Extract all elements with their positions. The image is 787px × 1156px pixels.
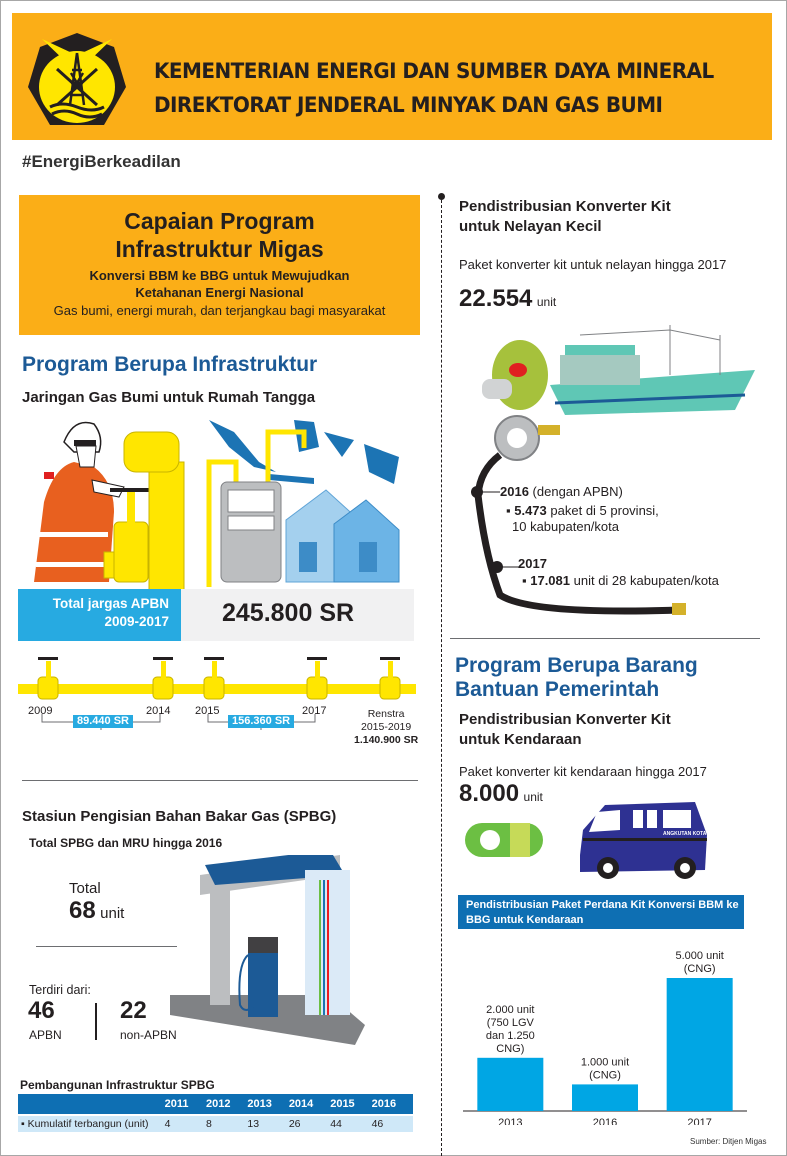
spbg-col-header: 2013 (247, 1098, 272, 1110)
boat-icon (550, 325, 755, 415)
valve-icon (380, 657, 400, 699)
capaian-subtitle-line2: Ketahanan Energi Nasional (135, 285, 304, 300)
spbg-apbn-label: APBN (29, 1028, 62, 1042)
spbg-table (18, 1094, 413, 1132)
spbg-total-label: Total (69, 880, 101, 897)
milestone-2016-value: 5.473 (514, 503, 547, 518)
timeline-year-2017: 2017 (302, 705, 327, 717)
bar-2013 (477, 1058, 543, 1111)
spbg-row-label-text: Kumulatif terbangun (unit) (27, 1118, 149, 1130)
milestone-2016 (500, 484, 623, 499)
gas-station-icon (165, 855, 365, 1045)
data-label-2016: (CNG) (589, 1069, 621, 1082)
milestone-dot-2016 (471, 486, 483, 498)
spbg-col-header: 2014 (288, 1098, 314, 1110)
nelayan-title-line1: Pendistribusian Konverter Kit (459, 198, 671, 215)
spbg-row-label: ▪ Kumulatif terbangun (unit) (21, 1118, 149, 1130)
header-banner (12, 13, 772, 140)
data-label-2017: 5.000 unit (675, 950, 724, 962)
spbg-col-header: 2011 (164, 1098, 189, 1110)
spbg-total-unit: unit (100, 905, 125, 922)
milestone-2017-detail: ▪ 17.081 unit di 28 kabupaten/kota (522, 573, 719, 588)
nelayan-title (459, 197, 671, 237)
header-title (154, 55, 714, 123)
valve-icon (307, 657, 327, 699)
spbg-total (69, 897, 124, 925)
capaian-subtitle (19, 267, 420, 301)
milestone-dot-2017 (491, 561, 503, 573)
section-title-barang (455, 654, 698, 702)
data-label-2013: (750 LGV (486, 1016, 534, 1029)
bar-2016 (572, 1084, 638, 1111)
jargas-total-label (18, 589, 181, 641)
source-note: Sumber: Ditjen Migas (690, 1137, 767, 1146)
regulator-icon (495, 416, 560, 460)
renstra-target (354, 708, 418, 747)
milestone-2016-text1: paket di 5 provinsi, (550, 503, 659, 518)
data-label-2016: 1.000 unit (580, 1056, 630, 1069)
fishing-boat-illustration (480, 315, 755, 415)
esdm-logo-icon (22, 25, 132, 135)
dashed-timeline-line (441, 200, 442, 1156)
section-title-infrastruktur: Program Berupa Infrastruktur (22, 353, 318, 376)
milestone-2016-detail: ▪ 5.473 paket di 5 provinsi, 10 kabupaten/kota (506, 503, 659, 534)
spbg-col-header: 2016 (371, 1098, 397, 1110)
capaian-title-line1: Capaian Program (124, 208, 315, 234)
milestone-2016-note: (dengan APBN) (532, 484, 623, 499)
capaian-subtitle-line1: Konversi BBM ke BBG untuk Mewujudkan (89, 268, 350, 283)
bar-2017 (667, 978, 733, 1111)
x-tick-label: 2016 (592, 1117, 618, 1125)
jargas-total-value: 245.800 SR (222, 599, 355, 627)
spbg-subtitle: Total SPBG dan MRU hingga 2016 (29, 836, 223, 850)
gas-valve-icon (104, 432, 184, 590)
kendaraan-desc: Paket konverter kit kendaraan hingga 2017 (459, 764, 707, 779)
x-tick-label: 2017 (687, 1117, 712, 1125)
nelayan-total-unit: unit (536, 295, 557, 309)
spbg-non-apbn-value: 22 (120, 997, 147, 1024)
spbg-non-apbn-label: non-APBN (120, 1028, 177, 1042)
ministry-name: KEMENTERIAN ENERGI DAN SUMBER DAYA MINERAL (154, 59, 714, 84)
x-tick-label: 2013 (498, 1117, 523, 1125)
data-label-2013: 2.000 unit (486, 1003, 535, 1016)
section-title-barang-line2: Bantuan Pemerintah (455, 678, 660, 701)
bar-chart (455, 930, 755, 1125)
renstra-value: 1.140.900 SR (354, 734, 419, 746)
lpg-tank-icon (482, 340, 548, 410)
hose-connector-icon (672, 603, 686, 615)
capaian-title (19, 207, 420, 263)
section-divider (22, 780, 418, 781)
data-label-2017: (CNG) (683, 963, 716, 975)
nelayan-title-line2: untuk Nelayan Kecil (459, 218, 602, 235)
milestone-2016-year: 2016 (500, 484, 529, 499)
spbg-cell: 26 (288, 1118, 301, 1130)
spbg-cell: 8 (206, 1118, 212, 1130)
spbg-split-divider (95, 1003, 97, 1040)
milestone-2017-text: unit di 28 kabupaten/kota (573, 573, 719, 588)
nelayan-desc: Paket konverter kit untuk nelayan hingga 2017 (459, 257, 727, 272)
renstra-label: Renstra (367, 708, 405, 720)
spbg-cell: 4 (164, 1118, 171, 1130)
kendaraan-title (459, 710, 671, 750)
spbg-table-title: Pembangunan Infrastruktur SPBG (20, 1078, 215, 1092)
jargas-total-label-line2: 2009-2017 (104, 614, 169, 629)
spbg-cell: 44 (330, 1118, 342, 1130)
capaian-title-line2: Infrastruktur Migas (115, 236, 324, 262)
kendaraan-total-value: 8.000 (459, 780, 520, 807)
data-label-2013: dan 1.250 (485, 1029, 535, 1042)
timeline-year-2009: 2009 (28, 705, 53, 717)
jargas-total-label-line1: Total jargas APBN (52, 596, 169, 611)
valve-icon (38, 657, 58, 699)
table-row (18, 1116, 413, 1132)
chart-title: Pendistribusian Paket Perdana Kit Konversi BBM ke BBG untuk Kendaraan (458, 895, 744, 929)
period-2015-2017-badge: 156.360 SR (228, 715, 294, 728)
timeline-dot-icon (438, 193, 445, 200)
spbg-divider (36, 946, 177, 947)
spbg-col-header: 2012 (206, 1098, 231, 1110)
cng-tank-icon (462, 820, 547, 860)
timeline-year-2014: 2014 (146, 705, 171, 717)
period-2009-2014-badge: 89.440 SR (73, 715, 133, 728)
renstra-period: 2015-2019 (361, 721, 412, 733)
milestone-2016-text2: 10 kabupaten/kota (512, 519, 619, 534)
data-label-2013: CNG) (496, 1042, 525, 1055)
timeline-year-2015: 2015 (195, 705, 220, 717)
van-label: ANGKUTAN KOTA (663, 831, 707, 837)
kendaraan-title-line2: untuk Kendaraan (459, 731, 582, 748)
capaian-tagline: Gas bumi, energi murah, dan terjangkau bagi masyarakat (53, 303, 386, 318)
spbg-cell: 13 (247, 1118, 260, 1130)
spbg-title: Stasiun Pengisian Bahan Bakar Gas (SPBG) (22, 808, 337, 825)
section-title-barang-line1: Program Berupa Barang (455, 654, 698, 677)
jargas-title: Jaringan Gas Bumi untuk Rumah Tangga (22, 389, 316, 406)
capaian-box (19, 195, 420, 335)
kendaraan-total-unit: unit (523, 790, 543, 804)
hashtag: #EnergiBerkeadilan (22, 152, 181, 171)
spbg-cell: 46 (371, 1118, 384, 1130)
nelayan-total-value: 22.554 (459, 285, 533, 312)
spbg-apbn-value: 46 (28, 997, 55, 1024)
kendaraan-title-line1: Pendistribusian Konverter Kit (459, 711, 671, 728)
milestone-2017-year: 2017 (518, 556, 547, 571)
spbg-breakdown-label: Terdiri dari: (29, 983, 91, 997)
directorate-name: DIREKTORAT JENDERAL MINYAK DAN GAS BUMI (154, 93, 663, 118)
valve-icon (153, 657, 173, 699)
right-divider (450, 638, 760, 639)
angkot-van-icon (575, 800, 710, 882)
jargas-illustration (14, 412, 414, 590)
pipeline-timeline-graphic (16, 655, 420, 705)
spbg-col-header: 2015 (330, 1098, 355, 1110)
milestone-2017-value: 17.081 (530, 573, 570, 588)
spbg-table-header (18, 1094, 413, 1114)
house-icon (286, 490, 399, 582)
valve-icon (204, 657, 224, 699)
kendaraan-total (459, 780, 543, 808)
spbg-total-value: 68 (69, 897, 96, 924)
nelayan-total (459, 285, 556, 313)
